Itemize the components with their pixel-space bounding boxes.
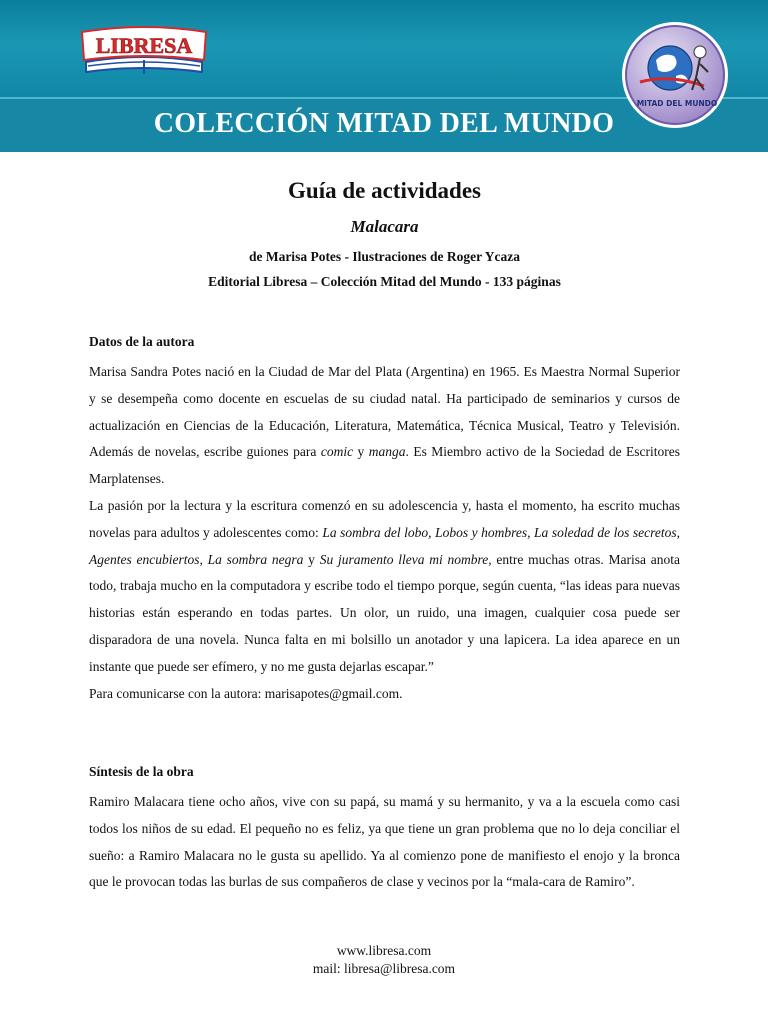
mitad-del-mundo-logo-text: MITAD DEL MUNDO xyxy=(636,99,718,108)
collection-title: COLECCIÓN MITAD DEL MUNDO xyxy=(153,108,615,139)
page-title: Guía de actividades xyxy=(288,178,481,203)
libresa-logo xyxy=(78,22,210,80)
book-credits: de Marisa Potes - Ilustraciones de Roger Ycaza xyxy=(248,249,521,264)
publisher-line: Editorial Libresa – Colección Mitad del Mundo - 133 páginas xyxy=(208,274,561,289)
author-contact: Para comunicarse con la autora: marisapotes@gmail.com. xyxy=(89,685,403,701)
author-paragraph-2: La pasión por la lectura y la escritura comenzó en su adolescencia y, hasta el momento, ha escrito muchas novelas para adultos y adolescentes como: La sombra del lobo, Lobos y hombres, La soledad de los secretos, Agentes encubiertos, La sombra negra y Su juramento lleva mi nombre, entre muchas otras. Marisa anota todo, trabaja mucho en la computadora y escribe todo el tiempo porque, según cuenta, “las ideas para nuevas historias están esperando en todas partes. Un olor, un ruido, una imagen, cualquier cosa puede ser disparadora de una novela. Nunca falta en mi bolsillo un anotador y una lapicera. La idea aparece en un instante que puede ser efímero, y no me gusta dejarlas escapar.” xyxy=(89,497,681,674)
footer-website[interactable]: www.libresa.com xyxy=(336,943,432,958)
synopsis-paragraph: Ramiro Malacara tiene ocho años, vive con su papá, su mamá y su hermanito, y va a la escuela como casi todos los niños de su edad. El pequeño no es feliz, ya que tiene un gran problema que no lo deja conciliar el sueño: a Ramiro Malacara no le gusta su apellido. Ya al comienzo pone de manifiesto el enojo y la bronca que le provocan todas las burlas de sus compañeros de clase y vecinos por la “mala-cara de Ramiro”. xyxy=(89,794,680,890)
author-paragraph-1: Marisa Sandra Potes nació en la Ciudad de Mar del Plata (Argentina) en 1965. Es Maestra Normal Superior y se desempeña como docente en escuelas de su ciudad natal. Ha participado de seminarios y cursos de actualización en Ciencias de la Educación, Literatura, Matemática, Técnica Musical, Teatro y Televisión. Además de novelas, escribe guiones para comic y manga. Es Miembro activo de la Sociedad de Escritores Marplatenses. xyxy=(89,364,681,487)
author-section-heading: Datos de la autora xyxy=(89,334,195,349)
footer-mail[interactable]: mail: libresa@libresa.com xyxy=(312,961,456,976)
book-title: Malacara xyxy=(350,217,419,236)
libresa-logo-text: LIBRESA xyxy=(95,33,193,58)
synopsis-heading: Síntesis de la obra xyxy=(89,764,194,779)
author-section xyxy=(89,332,680,707)
document-body xyxy=(89,170,681,890)
header-banner xyxy=(0,0,768,152)
synopsis-section xyxy=(89,762,680,896)
footer xyxy=(0,942,768,978)
